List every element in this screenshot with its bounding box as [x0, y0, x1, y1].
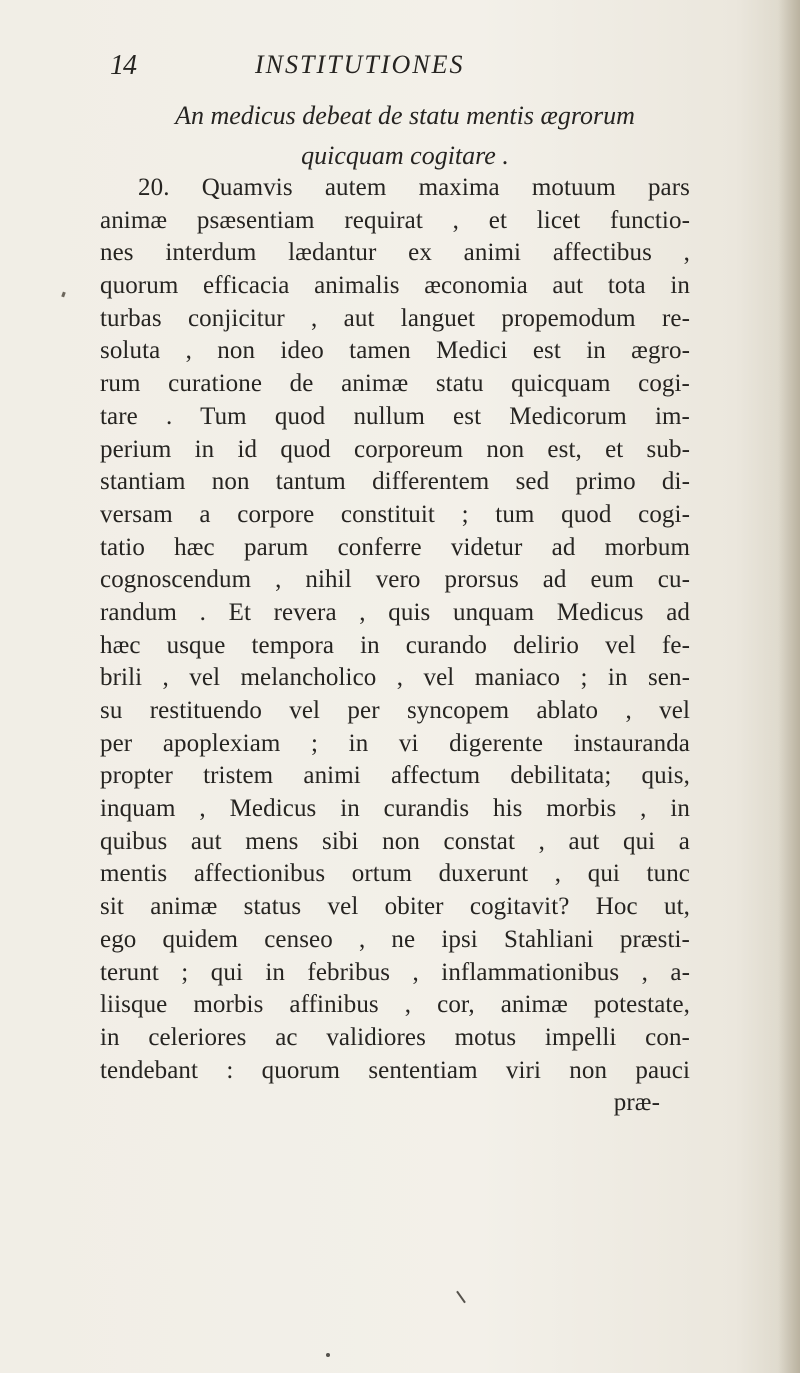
text-line: brili , vel melancholico , vel maniaco ; in sen-: [100, 664, 690, 692]
text-line: randum . Et revera , quis unquam Medicus ad: [100, 598, 690, 626]
text-line: inquam , Medicus in curandis his morbis , in: [100, 795, 690, 823]
text-line: sit animæ status vel obiter cogitavit? Hoc ut,: [100, 893, 690, 921]
text-line: propter tristem animi affectum debilitata; quis,: [100, 762, 690, 790]
text-line: perium in id quod corporeum non est, et sub-: [100, 435, 690, 463]
text-line: liisque morbis affinibus , cor, animæ potestate,: [100, 991, 690, 1019]
text-line: 20. Quamvis autem maxima motuum pars: [138, 174, 690, 201]
paragraph: [100, 172, 690, 1120]
ink-dot: [326, 1353, 330, 1357]
section-title-line-2: quicquam cogitare .: [301, 141, 509, 170]
text-line: per apoplexiam ; in vi digerente instauranda: [100, 729, 690, 757]
text-line: in celeriores ac validiores motus impelli con-: [100, 1023, 690, 1051]
section-title-line-1: An medicus debeat de statu mentis ægrorum: [175, 101, 635, 130]
running-title: INSTITUTIONES: [255, 50, 465, 79]
text-line: stantiam non tantum differentem sed primo di-: [100, 468, 690, 496]
text-line: rum curatione de animæ statu quicquam cogi-: [100, 370, 690, 398]
text-line: terunt ; qui in febribus , inflammationibus , a-: [100, 958, 690, 986]
text-line: quorum efficacia animalis æconomia aut tota in: [100, 272, 690, 300]
stray-ink-mark: [456, 1291, 466, 1304]
text-line: soluta , non ideo tamen Medici est in ægro-: [100, 337, 690, 365]
text-line: ego quidem censeo , ne ipsi Stahliani præsti-: [100, 925, 690, 953]
text-line: animæ psæsentiam requirat , et licet functio-: [100, 206, 690, 234]
catchword: præ-: [613, 1089, 660, 1117]
page-edge-shadow: [778, 0, 800, 1373]
text-line: hæc usque tempora in curando delirio vel fe-: [100, 631, 690, 659]
text-line: versam a corpore constituit ; tum quod cogi-: [100, 500, 690, 528]
page-header: [0, 46, 800, 86]
text-line: nes interdum lædantur ex animi affectibus ,: [100, 239, 690, 267]
text-line: tendebant : quorum sententiam viri non pauci: [100, 1056, 690, 1084]
text-line: tare . Tum quod nullum est Medicorum im-: [100, 402, 690, 430]
text-line: quibus aut mens sibi non constat , aut qui a: [100, 827, 690, 855]
text-line: mentis affectionibus ortum duxerunt , qui tunc: [100, 860, 690, 888]
text-line: turbas conjicitur , aut languet propemodum re-: [100, 304, 690, 332]
text-line: cognoscendum , nihil vero prorsus ad eum cu-: [100, 566, 690, 594]
text-line: tatio hæc parum conferre videtur ad morbum: [100, 533, 690, 561]
page-number: 14: [110, 50, 136, 81]
section-title: [100, 96, 710, 176]
ink-speck: [61, 292, 66, 298]
text-line: su restituendo vel per syncopem ablato , vel: [100, 697, 690, 724]
